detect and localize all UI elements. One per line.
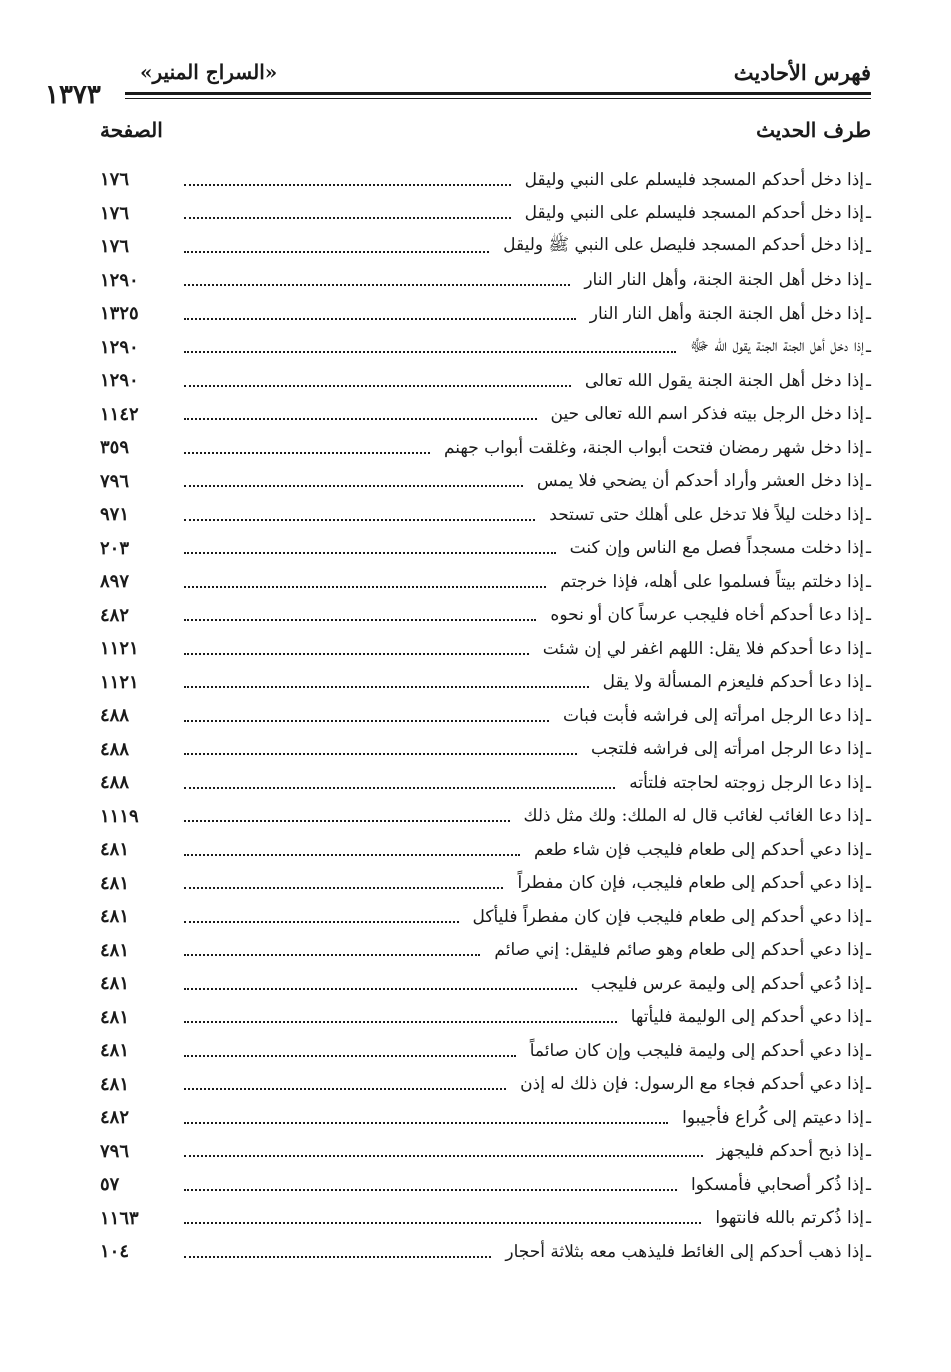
entry-text: إذا دخل أهل الجنة الجنة يقول الله تعالى bbox=[584, 370, 865, 391]
entry-text: إذا دعا الرجل امرأته إلى فراشه فلتجب bbox=[591, 739, 865, 760]
entry-text: إذا دعا الرجل امرأته إلى فراشه فأبت فبات bbox=[563, 705, 865, 726]
dot-leader bbox=[184, 586, 546, 588]
entry-text: إذا دخل أحدكم المسجد فليسلم على النبي وليقل bbox=[524, 169, 865, 190]
entry-text: إذا دعي أحدكم إلى طعام وهو صائم فليقل: إني صائم bbox=[494, 940, 865, 961]
entry-text: إذا دعا أحدكم أخاه فليجب عرساً كان أو نحوه bbox=[550, 605, 865, 626]
dot-leader bbox=[184, 1021, 617, 1023]
dot-leader bbox=[184, 217, 511, 219]
entry-text: إذا دخل أهل الجنة الجنة وأهل النار النار bbox=[589, 303, 865, 324]
dot-leader bbox=[184, 351, 676, 353]
entry-text: إذا دخل أهل الجنة الجنة، وأهل النار النار bbox=[584, 270, 865, 291]
entry-text: إذا دخل أحدكم المسجد فليسلم على النبي وليقل bbox=[524, 203, 865, 224]
dot-leader bbox=[184, 1055, 516, 1057]
entry-page-number: ٥٧ bbox=[100, 1174, 120, 1196]
entry-text: إذا دُعي أحدكم إلى وليمة عرس فليجب bbox=[590, 973, 865, 994]
entry-page-number: ١٣٢٥ bbox=[100, 303, 139, 325]
entry-dash: ـ bbox=[866, 303, 871, 324]
index-entry bbox=[100, 1202, 871, 1236]
entry-dash: ـ bbox=[866, 538, 871, 559]
entry-text: إذا دعا الرجل زوجته لحاجته فلتأته bbox=[629, 772, 865, 793]
entry-text: إذا دخلت مسجداً فصل مع الناس وإن كنت bbox=[569, 538, 865, 559]
entry-dash: ـ bbox=[866, 772, 871, 793]
page-number: ١٣٧٣ bbox=[45, 80, 101, 110]
dot-leader bbox=[184, 1189, 677, 1191]
entry-page-number: ٩٧١ bbox=[100, 504, 130, 526]
entry-text: إذا دخلتم بيتاً فسلموا على أهله، فإذا خرجتم bbox=[560, 571, 865, 592]
entry-page-number: ٤٨١ bbox=[100, 1040, 130, 1062]
entry-dash: ـ bbox=[866, 1208, 871, 1229]
dot-leader bbox=[184, 418, 537, 420]
entry-page-number: ٤٨٢ bbox=[100, 1107, 130, 1129]
entry-text: إذا دعي أحدكم فجاء مع الرسول: فإن ذلك له إذن bbox=[520, 1074, 865, 1095]
entry-dash: ـ bbox=[866, 270, 871, 291]
entry-dash: ـ bbox=[866, 1174, 871, 1195]
entry-text: إذا دعي أحدكم إلى وليمة فليجب وإن كان صائماً bbox=[529, 1040, 865, 1061]
entry-dash: ـ bbox=[866, 705, 871, 726]
entry-text: إذا دعا أحدكم فليعزم المسألة ولا يقل bbox=[602, 672, 865, 693]
index-entry bbox=[100, 1235, 871, 1269]
entry-text: إذا دعي أحدكم إلى طعام فليجب، فإن كان مفطراً bbox=[517, 873, 865, 894]
index-entry bbox=[100, 331, 871, 365]
entry-page-number: ٤٨٨ bbox=[100, 705, 130, 727]
index-entry bbox=[100, 431, 871, 465]
index-entry bbox=[100, 967, 871, 1001]
entry-text: إذا دعيتم إلى كُراع فأجيبوا bbox=[682, 1107, 865, 1128]
entry-dash: ـ bbox=[866, 1107, 871, 1128]
index-entry bbox=[100, 699, 871, 733]
header-rule-thin bbox=[125, 98, 871, 99]
index-entry bbox=[100, 1001, 871, 1035]
column-headers bbox=[100, 118, 871, 148]
index-entry bbox=[100, 465, 871, 499]
hadith-column-header: طرف الحديث bbox=[756, 118, 871, 142]
dot-leader bbox=[184, 753, 577, 755]
index-entry bbox=[100, 230, 871, 264]
dot-leader bbox=[184, 251, 489, 253]
dot-leader bbox=[184, 988, 577, 990]
entry-page-number: ٤٨١ bbox=[100, 872, 130, 894]
book-subtitle: «السراج المنير» bbox=[140, 60, 278, 84]
dot-leader bbox=[184, 485, 523, 487]
entry-page-number: ٧٩٦ bbox=[100, 470, 130, 492]
entry-dash: ـ bbox=[866, 404, 871, 425]
entry-page-number: ٤٨١ bbox=[100, 939, 130, 961]
dot-leader bbox=[184, 385, 571, 387]
dot-leader bbox=[184, 653, 529, 655]
entry-dash: ـ bbox=[866, 571, 871, 592]
entry-text: إذا دخل الرجل بيته فذكر اسم الله تعالى حين bbox=[550, 404, 865, 425]
dot-leader bbox=[184, 318, 576, 320]
index-entry bbox=[100, 1168, 871, 1202]
entry-page-number: ٤٨١ bbox=[100, 1006, 130, 1028]
entry-dash: ـ bbox=[866, 1007, 871, 1028]
index-entry bbox=[100, 565, 871, 599]
dot-leader bbox=[184, 519, 535, 521]
index-entry bbox=[100, 766, 871, 800]
entry-text: إذا ذُكر أصحابي فأمسكوا bbox=[691, 1174, 865, 1195]
entry-dash: ـ bbox=[866, 1074, 871, 1095]
entry-page-number: ١٢٩٠ bbox=[100, 269, 139, 291]
entry-text: إذا دعا الغائب لغائب قال له الملك: ولك مثل ذلك bbox=[523, 806, 865, 827]
entry-text: إذا دعي أحدكم إلى طعام فليجب فإن شاء طعم bbox=[534, 839, 865, 860]
entry-dash: ـ bbox=[866, 1141, 871, 1162]
entry-page-number: ١١٤٢ bbox=[100, 403, 139, 425]
entry-page-number: ٤٨٨ bbox=[100, 772, 130, 794]
entry-text: إذا دخل أهل الجنة الجنة يقول الله ﷻ bbox=[689, 335, 865, 356]
index-entry bbox=[100, 1101, 871, 1135]
dot-leader bbox=[184, 184, 511, 186]
entry-dash: ـ bbox=[866, 672, 871, 693]
index-entry bbox=[100, 1034, 871, 1068]
entry-dash: ـ bbox=[866, 973, 871, 994]
index-entry bbox=[100, 498, 871, 532]
index-entry bbox=[100, 1135, 871, 1169]
entry-page-number: ١١٢١ bbox=[100, 638, 139, 660]
entry-text: إذا دخلت ليلاً فلا تدخل على أهلك حتى تستحد bbox=[549, 504, 865, 525]
entry-dash: ـ bbox=[866, 236, 871, 257]
index-entry bbox=[100, 163, 871, 197]
entry-dash: ـ bbox=[866, 169, 871, 190]
index-entry bbox=[100, 532, 871, 566]
entry-dash: ـ bbox=[866, 940, 871, 961]
dot-leader bbox=[184, 619, 536, 621]
entry-dash: ـ bbox=[866, 337, 871, 358]
entry-text: إذا ذُكرتم بالله فانتهوا bbox=[715, 1208, 865, 1229]
entry-dash: ـ bbox=[866, 638, 871, 659]
entry-dash: ـ bbox=[866, 370, 871, 391]
index-entry bbox=[100, 666, 871, 700]
index-entry bbox=[100, 364, 871, 398]
entry-text: إذا دخل شهر رمضان فتحت أبواب الجنة، وغلقت أبواب جهنم bbox=[443, 437, 865, 458]
dot-leader bbox=[184, 1222, 701, 1224]
dot-leader bbox=[184, 720, 549, 722]
index-entry bbox=[100, 800, 871, 834]
entry-text: إذا دعا أحدكم فلا يقل: اللهم اغفر لي إن شئت bbox=[542, 638, 865, 659]
entry-page-number: ٤٨٨ bbox=[100, 738, 130, 760]
entry-page-number: ١١٦٣ bbox=[100, 1207, 139, 1229]
entry-dash: ـ bbox=[866, 739, 871, 760]
entry-page-number: ١١٢١ bbox=[100, 671, 139, 693]
entry-text: إذا دخل أحدكم المسجد فليصل على النبي ﷺ وليقل bbox=[503, 235, 865, 256]
dot-leader bbox=[184, 1256, 491, 1258]
index-entry bbox=[100, 632, 871, 666]
entry-dash: ـ bbox=[866, 1040, 871, 1061]
entry-text: إذا دخل العشر وأراد أحدكم أن يضحي فلا يمس bbox=[536, 471, 865, 492]
entry-page-number: ٤٨١ bbox=[100, 839, 130, 861]
entry-page-number: ٤٨١ bbox=[100, 906, 130, 928]
entry-page-number: ١٧٦ bbox=[100, 202, 130, 224]
index-entry bbox=[100, 833, 871, 867]
dot-leader bbox=[184, 1122, 668, 1124]
entry-page-number: ٧٩٦ bbox=[100, 1140, 130, 1162]
entry-page-number: ١٢٩٠ bbox=[100, 370, 139, 392]
dot-leader bbox=[184, 820, 510, 822]
entry-text: إذا ذهب أحدكم إلى الغائط فليذهب معه بثلاثة أحجار bbox=[505, 1241, 865, 1262]
entry-page-number: ١١١٩ bbox=[100, 805, 139, 827]
entry-dash: ـ bbox=[866, 605, 871, 626]
entry-page-number: ٢٠٣ bbox=[100, 537, 130, 559]
index-entry bbox=[100, 297, 871, 331]
dot-leader bbox=[184, 954, 480, 956]
entry-dash: ـ bbox=[866, 1241, 871, 1262]
page-column-header: الصفحة bbox=[100, 118, 163, 142]
dot-leader bbox=[184, 787, 615, 789]
index-entry bbox=[100, 867, 871, 901]
entry-dash: ـ bbox=[866, 504, 871, 525]
entry-page-number: ١٧٦ bbox=[100, 236, 130, 258]
dot-leader bbox=[184, 854, 520, 856]
entry-dash: ـ bbox=[866, 471, 871, 492]
hadith-index-list bbox=[100, 163, 871, 1269]
index-entry bbox=[100, 1068, 871, 1102]
entry-page-number: ١٧٦ bbox=[100, 169, 130, 191]
header-rule-thick bbox=[125, 92, 871, 95]
dot-leader bbox=[184, 686, 589, 688]
entry-dash: ـ bbox=[866, 906, 871, 927]
entry-dash: ـ bbox=[866, 806, 871, 827]
entry-dash: ـ bbox=[866, 203, 871, 224]
entry-page-number: ٨٩٧ bbox=[100, 571, 130, 593]
entry-text: إذا ذبح أحدكم فليجهز bbox=[716, 1141, 865, 1162]
entry-page-number: ١٢٩٠ bbox=[100, 336, 139, 358]
entry-page-number: ٤٨٢ bbox=[100, 604, 130, 626]
entry-page-number: ٤٨١ bbox=[100, 973, 130, 995]
dot-leader bbox=[184, 452, 430, 454]
index-entry bbox=[100, 599, 871, 633]
index-entry bbox=[100, 900, 871, 934]
index-entry bbox=[100, 934, 871, 968]
entry-text: إذا دعي أحدكم إلى طعام فليجب فإن كان مفطراً فليأكل bbox=[472, 906, 865, 927]
dot-leader bbox=[184, 887, 503, 889]
dot-leader bbox=[184, 1155, 703, 1157]
running-header bbox=[45, 58, 871, 110]
index-entry bbox=[100, 398, 871, 432]
entry-dash: ـ bbox=[866, 437, 871, 458]
index-entry bbox=[100, 733, 871, 767]
entry-page-number: ٣٥٩ bbox=[100, 437, 130, 459]
dot-leader bbox=[184, 921, 459, 923]
entry-page-number: ١٠٤ bbox=[100, 1241, 130, 1263]
index-entry bbox=[100, 264, 871, 298]
dot-leader bbox=[184, 284, 570, 286]
dot-leader bbox=[184, 552, 556, 554]
entry-dash: ـ bbox=[866, 839, 871, 860]
entry-dash: ـ bbox=[866, 873, 871, 894]
entry-page-number: ٤٨١ bbox=[100, 1073, 130, 1095]
index-entry bbox=[100, 197, 871, 231]
index-title: فهرس الأحاديث bbox=[733, 60, 871, 85]
entry-text: إذا دعي أحدكم إلى الوليمة فليأتها bbox=[630, 1007, 865, 1028]
dot-leader bbox=[184, 1088, 506, 1090]
